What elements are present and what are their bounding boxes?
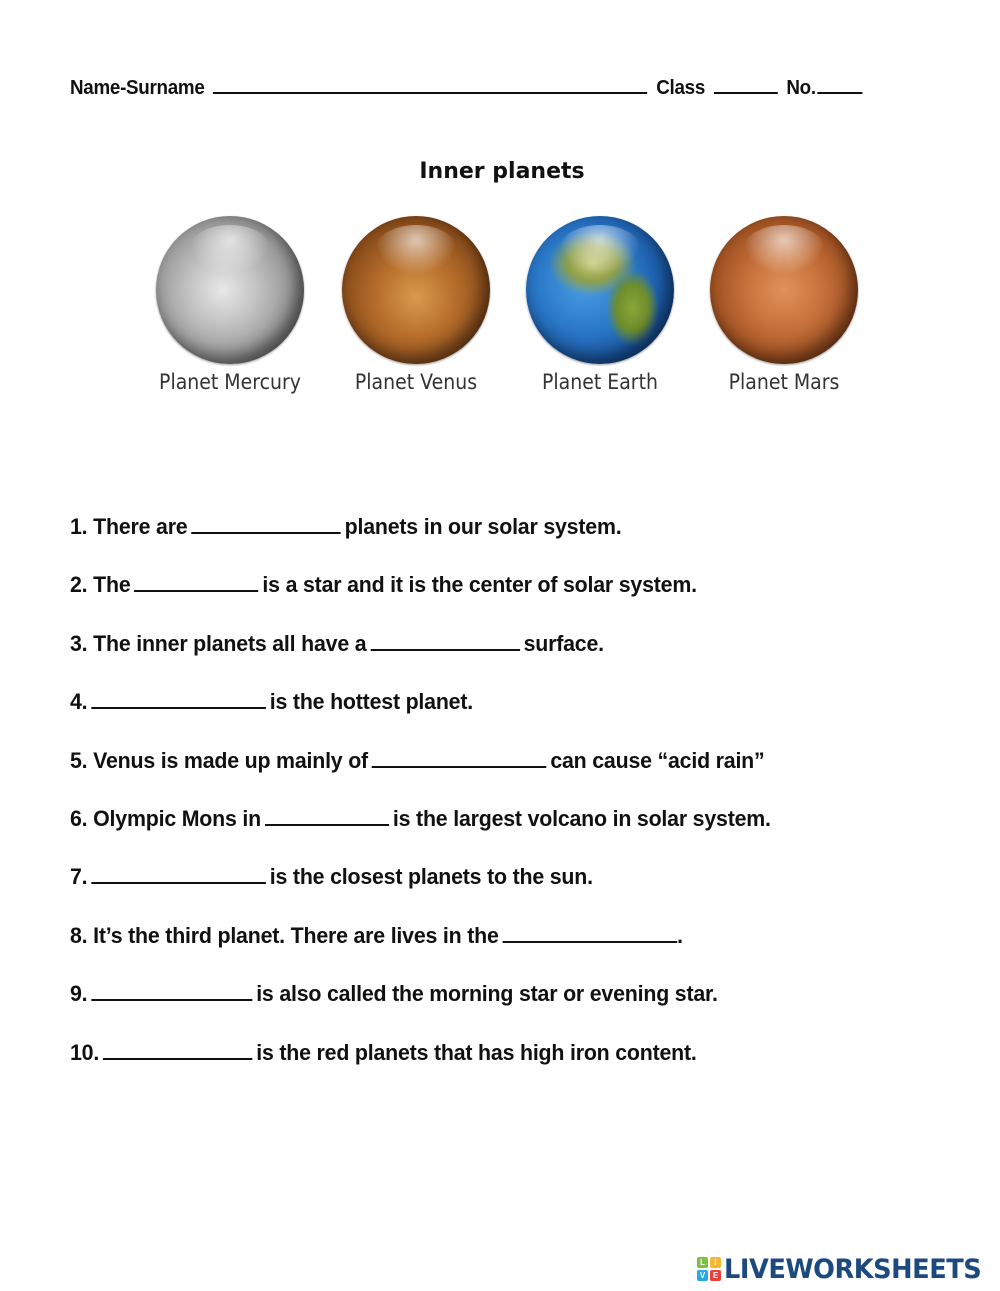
answer-blank-3[interactable] xyxy=(370,633,519,651)
question-text: 6. Olympic Mons in xyxy=(70,805,261,831)
brand-wordmark: LIVEWORKSHEETS xyxy=(724,1253,982,1285)
question-3 xyxy=(70,631,943,689)
answer-blank-8[interactable] xyxy=(503,925,678,943)
planet-label: Planet Mercury xyxy=(159,370,301,394)
question-text: 10. xyxy=(70,1039,100,1065)
mercury-image xyxy=(156,216,304,364)
planet-images xyxy=(140,214,860,404)
question-text: 5. Venus is made up mainly of xyxy=(70,747,368,773)
number-field[interactable] xyxy=(818,78,863,94)
question-text: is also called the morning star or evening star. xyxy=(256,981,718,1007)
question-9 xyxy=(70,981,943,1039)
question-text: is the closest planets to the sun. xyxy=(269,864,593,890)
name-surname-field[interactable] xyxy=(213,78,647,94)
name-surname-label: Name-Surname xyxy=(70,77,205,99)
planet-mercury xyxy=(140,214,320,404)
question-text: can cause “acid rain” xyxy=(550,747,765,773)
answer-blank-10[interactable] xyxy=(103,1042,252,1060)
tile-v: V xyxy=(697,1270,708,1281)
tile-l: L xyxy=(697,1257,708,1268)
answer-blank-1[interactable] xyxy=(191,516,340,534)
planet-label: Planet Earth xyxy=(542,370,658,394)
class-label: Class xyxy=(656,77,705,99)
liveworksheets-logo xyxy=(697,1254,995,1284)
live-tiles-icon xyxy=(697,1257,721,1281)
question-text: is a star and it is the center of solar system. xyxy=(262,572,697,598)
planet-label: Planet Mars xyxy=(728,370,840,394)
earth-image xyxy=(526,216,674,364)
question-text: 1. There are xyxy=(70,514,188,539)
answer-blank-5[interactable] xyxy=(372,750,547,768)
question-text: is the red planets that has high iron content. xyxy=(256,1039,697,1065)
answer-blank-9[interactable] xyxy=(91,983,252,1001)
answer-blank-7[interactable] xyxy=(91,866,266,884)
tile-e: E xyxy=(710,1270,721,1281)
question-list xyxy=(70,514,970,1098)
question-text: is the largest volcano in solar system. xyxy=(392,805,771,831)
class-field[interactable] xyxy=(714,78,778,94)
page-title: Inner planets xyxy=(419,159,585,184)
question-7 xyxy=(70,864,943,922)
number-label: No. xyxy=(786,77,816,99)
question-text: planets in our solar system. xyxy=(344,514,622,539)
question-10 xyxy=(70,1040,943,1098)
planet-venus xyxy=(326,214,506,404)
answer-blank-2[interactable] xyxy=(134,574,258,592)
question-text: . xyxy=(677,922,683,948)
question-text: 7. xyxy=(70,864,88,890)
question-5 xyxy=(70,748,943,806)
question-text: 3. The inner planets all have a xyxy=(70,630,367,656)
venus-image xyxy=(342,216,490,364)
question-4 xyxy=(70,689,943,747)
question-text: 4. xyxy=(70,689,88,715)
question-text: 9. xyxy=(70,981,88,1007)
question-8 xyxy=(70,923,943,981)
answer-blank-6[interactable] xyxy=(265,808,389,826)
question-6 xyxy=(70,806,943,864)
question-2 xyxy=(70,572,943,630)
question-text: 2. The xyxy=(70,572,131,598)
planet-earth xyxy=(510,214,690,404)
question-text: 8. It’s the third planet. There are lives in the xyxy=(70,922,499,948)
tile-i: I xyxy=(710,1257,721,1268)
question-text: surface. xyxy=(523,630,604,656)
question-text: is the hottest planet. xyxy=(269,689,474,715)
planet-mars xyxy=(694,214,874,404)
student-info-header xyxy=(70,77,888,100)
planet-label: Planet Venus xyxy=(354,370,478,394)
question-1 xyxy=(70,514,943,572)
answer-blank-4[interactable] xyxy=(91,691,266,709)
mars-image xyxy=(710,216,858,364)
